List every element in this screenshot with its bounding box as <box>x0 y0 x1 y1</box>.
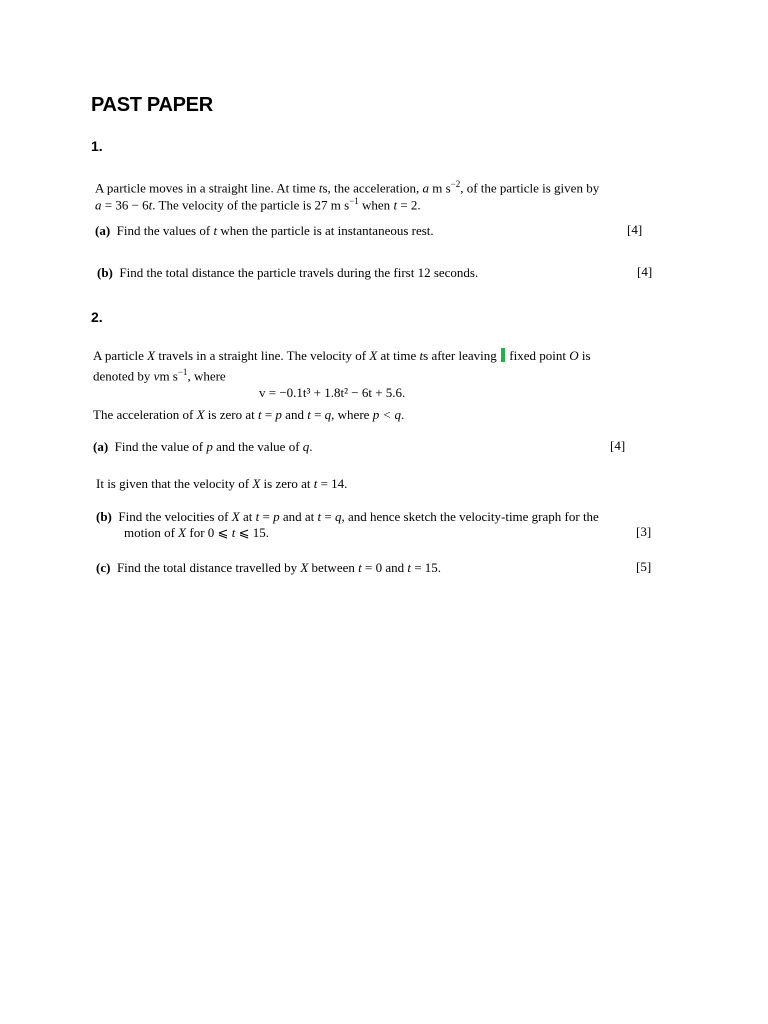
part-text: between <box>308 560 359 575</box>
q1-stem-text: s, the acceleration, <box>322 180 423 196</box>
part-text: , and hence sketch the velocity-time graph for the <box>341 509 599 524</box>
question-2-part-c-marks: [5] <box>636 559 652 574</box>
q2-stem-text: , where <box>187 368 226 384</box>
q1-stem-text: when <box>358 197 394 213</box>
question-1-part-a <box>95 222 434 239</box>
question-2-part-b-line-1 <box>96 508 599 525</box>
part-text: = 15. <box>410 560 442 575</box>
var-t: t <box>419 348 424 363</box>
q1-stem-text: A particle moves in a straight line. At time <box>95 180 319 196</box>
var-x: X <box>196 407 205 422</box>
question-2-stem-line-2 <box>93 364 226 384</box>
var-p: p <box>275 407 282 422</box>
part-text: Find the total distance travelled by <box>116 560 301 575</box>
var-a: a <box>95 197 102 213</box>
question-1-part-a-marks: [4] <box>627 222 643 237</box>
part-label: (b) <box>96 509 112 524</box>
var-x: X <box>369 348 378 363</box>
question-2-part-b-marks: [3] <box>636 524 652 539</box>
superscript: −2 <box>450 179 461 189</box>
var-a: a <box>422 180 429 196</box>
q2-stem-text: A particle <box>93 348 148 363</box>
q2-stem-text: and <box>281 407 308 422</box>
part-text: = 0 and <box>361 560 408 575</box>
superscript: −1 <box>349 196 359 206</box>
part-text: Find the velocities of <box>118 509 232 524</box>
q2-stem-text: = <box>261 407 276 422</box>
part-text: is zero at <box>260 476 314 491</box>
q2-stem-text: at time <box>377 348 420 363</box>
var-t: t <box>393 197 398 213</box>
q2-stem-text: is zero at <box>204 407 258 422</box>
part-text: Find the total distance the particle travels during the first 12 seconds. <box>119 265 479 280</box>
var-x: X <box>178 525 187 540</box>
part-text: and the value of <box>212 439 303 454</box>
part-text: for 0 ⩽ <box>186 525 232 540</box>
part-text: . <box>309 439 313 454</box>
q2-stem-text: is <box>578 348 591 363</box>
part-text: It is given that the velocity of <box>96 476 253 491</box>
question-2-stem-line-1 <box>93 347 591 364</box>
q1-stem-text: , of the particle is given by <box>460 180 600 196</box>
text-cursor-highlight <box>501 348 505 362</box>
var-x: X <box>231 509 240 524</box>
inequality: p < q <box>372 407 401 422</box>
question-1-part-b-marks: [4] <box>637 264 653 279</box>
var-t: t <box>318 180 323 196</box>
part-text: Find the value of <box>114 439 207 454</box>
var-x: X <box>147 348 156 363</box>
part-text: = 14. <box>317 476 348 491</box>
part-text: ⩽ 15. <box>235 525 269 540</box>
q2-stem-text: . <box>400 407 405 422</box>
var-t: t <box>313 476 318 491</box>
var-q: q <box>334 509 342 524</box>
q1-stem-text: . The velocity of the particle is 27 m s <box>152 197 350 213</box>
part-text: at <box>239 509 256 524</box>
var-t: t <box>307 407 311 422</box>
part-text: motion of <box>124 525 179 540</box>
part-text: = <box>321 509 335 524</box>
question-2-part-b-line-2 <box>124 524 269 541</box>
q2-stem-text: travels in a straight line. The velocity of <box>155 348 370 363</box>
q2-stem-text: = <box>310 407 325 422</box>
var-q: q <box>302 439 310 454</box>
question-1-stem-line-2 <box>95 193 421 213</box>
q2-stem-text: The acceleration of <box>93 407 197 422</box>
part-label: (b) <box>97 265 113 280</box>
page-title: PAST PAPER <box>91 94 213 116</box>
question-2-part-a <box>93 438 313 455</box>
question-1-part-b <box>97 264 478 281</box>
var-o: O <box>569 348 579 363</box>
var-p: p <box>206 439 213 454</box>
var-t: t <box>213 223 218 238</box>
var-p: p <box>273 509 280 524</box>
part-label: (a) <box>93 439 109 454</box>
var-x: X <box>252 476 261 491</box>
var-t: t <box>358 560 362 575</box>
var-t: t <box>407 560 411 575</box>
question-2-acceleration-line <box>93 406 404 423</box>
question-2-given <box>96 475 347 492</box>
q2-stem-text: denoted by <box>93 368 154 384</box>
var-t: t <box>231 525 236 540</box>
q2-stem-text: , where <box>331 407 373 422</box>
q1-stem-text: = 36 − 6 <box>104 197 149 213</box>
var-q: q <box>324 407 332 422</box>
var-x: X <box>300 560 309 575</box>
part-text: Find the values of <box>116 223 214 238</box>
var-t: t <box>148 197 153 213</box>
superscript: −1 <box>177 367 188 377</box>
q2-stem-text: s after leaving <box>423 348 501 363</box>
question-1-number: 1. <box>91 138 103 154</box>
var-t: t <box>255 509 260 524</box>
q1-stem-text: = 2. <box>397 197 421 213</box>
part-label: (a) <box>95 223 111 238</box>
question-2-part-a-marks: [4] <box>610 438 626 453</box>
question-2-part-c <box>96 559 441 576</box>
part-label: (c) <box>96 560 111 575</box>
var-t: t <box>317 509 322 524</box>
question-2-number: 2. <box>91 309 103 325</box>
q2-stem-text: m s <box>159 368 178 384</box>
question-1-stem-line-1: A particle moves in a straight line. At time ts, the acceleration, a m $s^{-2}$, of the particle is given by <box>95 179 600 196</box>
part-text: when the particle is at instantaneous rest. <box>217 223 434 238</box>
q2-stem-text: fixed point <box>506 348 570 363</box>
velocity-equation: v = −0.1t³ + 1.8t² − 6t + 5.6. <box>259 385 406 400</box>
var-t: t <box>257 407 262 422</box>
var-v: v <box>153 368 160 384</box>
part-text: = <box>259 509 274 524</box>
part-text: and at <box>279 509 318 524</box>
